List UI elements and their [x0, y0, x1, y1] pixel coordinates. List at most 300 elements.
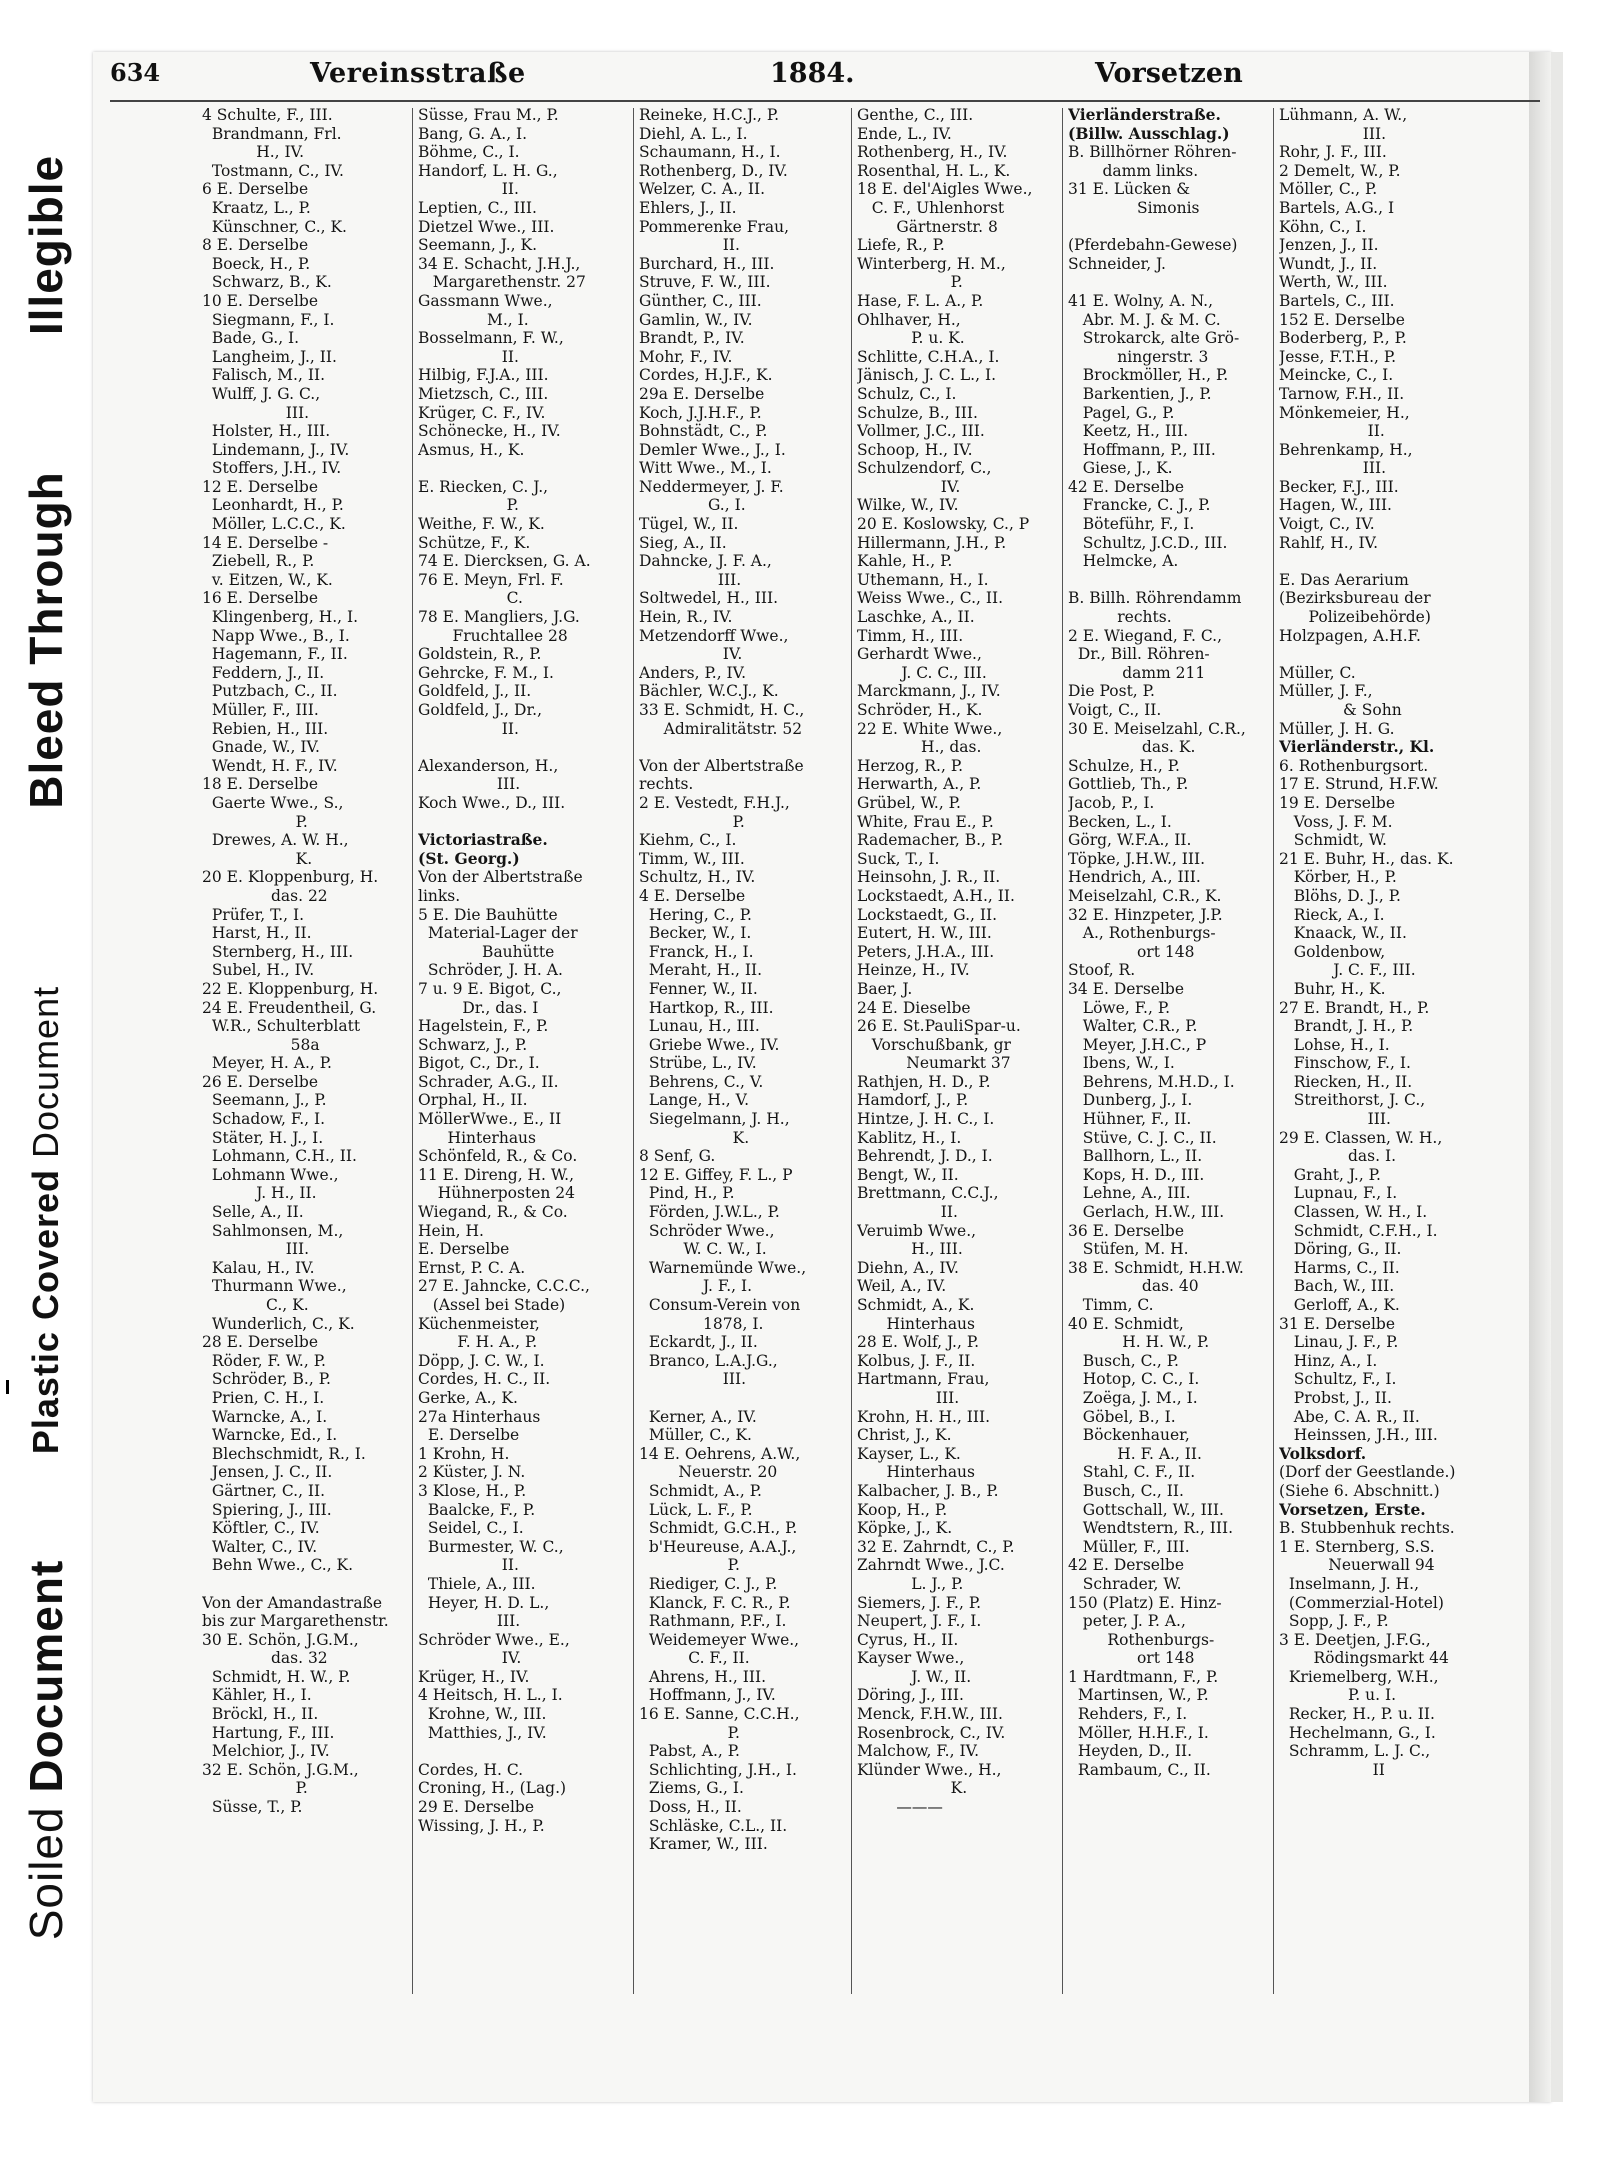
directory-entry: Küchenmeister,	[418, 1314, 540, 1333]
directory-entry: Gerhardt Wwe.,	[857, 645, 982, 664]
directory-entry: damm links.	[1068, 161, 1199, 180]
directory-entry: Sopp, J. F., P.	[1279, 1612, 1389, 1631]
directory-entry: 76 E. Meyn, Frl. F.	[418, 570, 564, 589]
directory-entry: Kerner, A., IV.	[639, 1407, 757, 1426]
directory-entry: Müller, J. H. G.	[1279, 719, 1395, 738]
directory-entry: 78 E. Mangliers, J.G.	[418, 608, 580, 627]
directory-entry: Kriemelberg, W.H.,	[1279, 1667, 1439, 1686]
directory-entry: Hoffmann, J., IV.	[639, 1686, 776, 1705]
directory-entry: III.	[1279, 459, 1387, 478]
directory-entry: 22 E. Kloppenburg, H.	[202, 979, 379, 998]
directory-entry: Consum-Verein von	[639, 1296, 801, 1314]
directory-entry: 36 E. Derselbe	[1068, 1221, 1185, 1240]
directory-entry: 58a	[202, 1035, 320, 1054]
directory-entry: 74 E. Diercksen, G. A.	[418, 552, 591, 571]
directory-entry: II.	[1279, 422, 1385, 441]
directory-entry: Lange, H., V.	[639, 1091, 750, 1110]
directory-entry: Behrendt, J. D., I.	[857, 1147, 993, 1166]
directory-entry: Gerlach, H.W., III.	[1068, 1203, 1225, 1222]
directory-entry: (Siehe 6. Abschnitt.)	[1279, 1481, 1440, 1500]
directory-entry: 31 E. Lücken &	[1068, 180, 1191, 199]
directory-column-1	[202, 106, 407, 1996]
directory-entry: Schlitte, C.H.A., I.	[857, 347, 1000, 366]
directory-entry: Simonis	[1068, 198, 1200, 217]
directory-entry: 150 (Platz) E. Hinz-	[1068, 1593, 1222, 1612]
directory-entry: Hagen, W., III.	[1279, 496, 1392, 515]
bleed-through-label: Bleed Through	[20, 471, 72, 809]
directory-entry: H. H. W., P.	[1068, 1333, 1210, 1352]
directory-entry: Lunau, H., III.	[639, 1017, 760, 1036]
directory-entry: Classen, W. H., I.	[1279, 1203, 1428, 1222]
directory-entry: Leptien, C., III.	[418, 198, 537, 217]
directory-entry: Napp Wwe., B., I.	[202, 626, 350, 645]
directory-entry: Schlichting, J.H., I.	[639, 1760, 797, 1779]
directory-entry: H. F. A., II.	[1068, 1444, 1202, 1463]
directory-entry: Klingenberg, H., I.	[202, 608, 359, 627]
directory-entry: Stoffers, J.H., IV.	[202, 459, 342, 478]
directory-entry: Timm, H., III.	[857, 626, 964, 645]
directory-entry: Branco, L.A.J.G.,	[639, 1351, 778, 1370]
directory-entry: Weidemeyer Wwe.,	[639, 1630, 800, 1649]
directory-entry: Voigt, C., IV.	[1279, 515, 1375, 534]
directory-entry: P.	[418, 496, 519, 515]
directory-entry: 8 Senf, G.	[639, 1147, 716, 1166]
directory-entry: Strübe, L., IV.	[639, 1054, 757, 1073]
directory-entry: Neupert, J. F., I.	[857, 1612, 982, 1631]
directory-entry: Langheim, J., II.	[202, 347, 337, 366]
directory-entry	[1279, 552, 1499, 571]
directory-entry: Peters, J.H.A., III.	[857, 942, 995, 961]
directory-entry: Rothenberg, H., IV.	[857, 143, 1008, 162]
directory-entry: 2 E. Vestedt, F.H.J.,	[639, 793, 790, 812]
directory-entry: 26 E. Derselbe	[202, 1072, 319, 1091]
directory-entry: Müller, J. F.,	[1279, 682, 1373, 701]
directory-entry: Förden, J.W.L., P.	[639, 1203, 780, 1222]
running-title-right: Vorsetzen	[1095, 58, 1243, 89]
directory-entry: 42 E. Derselbe	[1068, 477, 1185, 496]
directory-entry: 41 E. Wolny, A. N.,	[1068, 291, 1213, 310]
directory-entry: Herwarth, A., P.	[857, 775, 982, 794]
directory-entry: Francke, C. J., P.	[1068, 496, 1211, 515]
directory-entry: 32 E. Hinzpeter, J.P.	[1068, 905, 1223, 924]
directory-entry: Helmcke, A.	[1068, 552, 1179, 571]
directory-entry: II.	[418, 180, 519, 199]
directory-entry: Schneider, J.	[1068, 254, 1166, 273]
directory-entry: II.	[639, 236, 740, 255]
directory-entry: Möller, H.H.F., I.	[1068, 1723, 1209, 1742]
directory-entry: K.	[857, 1779, 968, 1798]
directory-entry: Seemann, J., P.	[202, 1091, 327, 1110]
directory-entry: II.	[418, 1556, 519, 1575]
directory-entry: Strokarck, alte Grö-	[1068, 329, 1240, 348]
directory-entry: Schrader, W.	[1068, 1574, 1182, 1593]
directory-entry: Schröder Wwe., E.,	[418, 1630, 570, 1649]
directory-entry: 7 u. 9 E. Bigot, C.,	[418, 979, 562, 998]
directory-entry: Hinterhaus	[857, 1314, 975, 1333]
directory-entry: Ernst, P. C. A.	[418, 1258, 526, 1277]
directory-entry: (Dorf der Geestlande.)	[1279, 1463, 1456, 1482]
directory-entry: Schultz, J.C.D., III.	[1068, 533, 1228, 552]
directory-entry: III.	[202, 403, 310, 422]
directory-entry	[1068, 218, 1268, 237]
directory-entry: Barkentien, J., P.	[1068, 384, 1212, 403]
directory-entry: Vorsetzen, Erste.	[1279, 1499, 1426, 1519]
directory-entry: 22 E. White Wwe.,	[857, 719, 1003, 738]
directory-entry: Dietzel Wwe., III.	[418, 217, 555, 236]
directory-entry: Kähler, H., I.	[202, 1686, 312, 1705]
directory-entry: Bauhütte	[418, 942, 555, 961]
directory-entry: Möller, C., P.	[1279, 180, 1378, 199]
directory-entry: Lühmann, A. W.,	[1279, 106, 1408, 124]
directory-entry: Schläske, C.L., II.	[639, 1816, 788, 1835]
directory-entry: Schmidt, C.F.H., I.	[1279, 1221, 1438, 1240]
directory-entry: Sahlmonsen, M.,	[202, 1221, 344, 1240]
directory-entry: Herzog, R., P.	[857, 756, 964, 775]
directory-entry: Klanck, F. C. R., P.	[639, 1593, 791, 1612]
directory-entry: bis zur Margarethenstr.	[202, 1612, 389, 1631]
directory-entry: Hamdorf, J., P.	[857, 1091, 969, 1110]
directory-entry: II.	[418, 719, 519, 738]
directory-entry: b'Heureuse, A.A.J.,	[639, 1537, 797, 1556]
directory-entry: Schramm, L. J. C.,	[1279, 1742, 1431, 1761]
directory-entry: Löwe, F., P.	[1068, 998, 1171, 1017]
directory-entry: Tarnow, F.H., II.	[1279, 384, 1405, 403]
directory-entry: 29a E. Derselbe	[639, 384, 765, 403]
directory-entry: Lockstaedt, A.H., II.	[857, 886, 1015, 905]
directory-entry: Wunderlich, C., K.	[202, 1314, 355, 1333]
directory-entry: 21 E. Buhr, H., das. K.	[1279, 849, 1454, 868]
directory-entry: 29 E. Classen, W. H.,	[1279, 1128, 1443, 1147]
soiled-document-label: Soiled Document	[20, 1559, 72, 1941]
directory-entry: Wilke, W., IV.	[857, 496, 959, 515]
directory-entry: 32 E. Schön, J.G.M.,	[202, 1760, 359, 1779]
directory-entry: J. C. F., III.	[1279, 961, 1416, 980]
directory-entry: Siegelmann, J. H.,	[639, 1110, 790, 1129]
plastic-covered-label: Plastic Covered Document	[25, 985, 66, 1455]
header-rule	[110, 100, 1540, 102]
directory-entry: Diehl, A. L., I.	[639, 124, 748, 143]
directory-entry: Schulz, C., I.	[857, 384, 957, 403]
directory-entry: Fenner, W., II.	[639, 979, 758, 998]
directory-entry: Hintze, J. H. C., I.	[857, 1110, 995, 1129]
directory-entry: Schaumann, H., I.	[639, 143, 781, 162]
directory-entry: Alexanderson, H.,	[418, 756, 559, 775]
directory-entry: Voss, J. F. M.	[1279, 812, 1393, 831]
directory-entry: Lohmann Wwe.,	[202, 1165, 339, 1184]
directory-entry: Gärtner, C., II.	[202, 1481, 326, 1500]
directory-entry: Hühner, F., II.	[1068, 1110, 1192, 1129]
directory-entry: H., das.	[857, 738, 982, 757]
directory-entry: Kalbacher, J. B., P.	[857, 1481, 999, 1500]
directory-entry: Schröder, H., K.	[857, 701, 983, 719]
directory-entry: Kayser Wwe.,	[857, 1649, 965, 1668]
directory-entry: Hartkop, R., III.	[639, 998, 774, 1017]
directory-entry: Lück, L. F., P.	[639, 1500, 753, 1519]
directory-entry: 24 E. Dieselbe	[857, 998, 971, 1017]
directory-entry: Putzbach, C., II.	[202, 682, 338, 701]
directory-entry: Vierländerstraße.	[1068, 106, 1221, 124]
directory-entry: Franck, H., I.	[639, 942, 754, 961]
directory-entry: Mohr, F., IV.	[639, 347, 733, 366]
directory-entry: Rathmann, P.F., I.	[639, 1612, 787, 1631]
directory-entry: Pommerenke Frau,	[639, 217, 790, 236]
directory-entry: H., III.	[857, 1240, 963, 1259]
directory-entry: Schmidt, H. W., P.	[202, 1667, 351, 1686]
directory-entry: P.	[857, 273, 963, 292]
directory-entry: IV.	[418, 1649, 522, 1668]
directory-entry: Feddern, J., II.	[202, 663, 325, 682]
directory-entry: Malchow, F., IV.	[857, 1742, 980, 1761]
directory-entry: Asmus, H., K.	[418, 440, 525, 459]
directory-entry: Schmidt, A., P.	[639, 1481, 762, 1500]
directory-entry: Sternberg, H., III.	[202, 942, 354, 961]
page-number: 634	[110, 58, 161, 87]
directory-entry: Victoriastraße.	[418, 830, 548, 850]
directory-entry: Schmidt, W.	[1279, 831, 1387, 850]
directory-entry: Müller, F., III.	[1068, 1537, 1190, 1556]
directory-entry: Weiss Wwe., C., II.	[857, 589, 1004, 608]
directory-entry: Köhn, C., I.	[1279, 217, 1367, 236]
directory-entry: Müller, C., K.	[639, 1426, 752, 1445]
directory-entry: Streithorst, J. C.,	[1279, 1091, 1426, 1110]
directory-entry: Schwarz, B., K.	[202, 273, 332, 292]
directory-column-2	[418, 106, 628, 1996]
directory-entry: 31 E. Derselbe	[1279, 1314, 1396, 1333]
directory-entry: Walter, C.R., P.	[1068, 1017, 1198, 1036]
directory-entry: Köpke, J., K.	[857, 1519, 953, 1538]
directory-entry: Becken, L., I.	[1068, 812, 1172, 831]
directory-entry: Bosselmann, F. W.,	[418, 329, 564, 348]
directory-entry: Hein, R., IV.	[639, 608, 733, 627]
directory-entry: 2 E. Wiegand, F. C.,	[1068, 626, 1223, 645]
directory-entry: Martinsen, W., P.	[1068, 1686, 1209, 1705]
directory-entry: Rademacher, B., P.	[857, 831, 1004, 850]
directory-entry: Schulze, H., P.	[1068, 756, 1180, 775]
directory-entry: Vierländerstr., Kl.	[1279, 737, 1435, 757]
directory-entry: III.	[857, 1388, 960, 1407]
directory-entry: Ibens, W., I.	[1068, 1054, 1175, 1073]
directory-entry: Drewes, A. W. H.,	[202, 831, 349, 850]
directory-entry: Bach, W., III.	[1279, 1277, 1395, 1296]
directory-entry: Margarethenstr. 27	[418, 273, 586, 292]
directory-entry: Grübel, W., P.	[857, 793, 961, 812]
directory-entry: Schütze, F., K.	[418, 533, 531, 552]
directory-entry: Stüfen, M. H.	[1068, 1240, 1189, 1259]
directory-entry: Witt Wwe., M., I.	[639, 459, 772, 478]
directory-entry: v. Eitzen, W., K.	[202, 570, 333, 589]
directory-entry: Koch, J.J.H.F., P.	[639, 403, 762, 422]
directory-entry: III.	[639, 1370, 747, 1389]
directory-entry: Ahrens, H., III.	[639, 1667, 766, 1686]
directory-entry: Bade, G., I.	[202, 329, 300, 348]
directory-entry: Abr. M. J. & M. C.	[1068, 310, 1221, 329]
directory-entry: (Billw. Ausschlag.)	[1068, 123, 1230, 143]
directory-entry: Admiralitätstr. 52	[639, 719, 803, 738]
directory-entry: damm 211	[1068, 663, 1206, 682]
directory-entry: Mietzsch, C., III.	[418, 384, 549, 403]
directory-entry: Hoffmann, P., III.	[1068, 440, 1216, 459]
directory-entry: 30 E. Meiselzahl, C.R.,	[1068, 719, 1246, 738]
directory-entry: MöllerWwe., E., II	[418, 1110, 562, 1129]
directory-entry: Dunberg, J., I.	[1068, 1091, 1193, 1110]
directory-entry: das. K.	[1068, 738, 1196, 757]
directory-entry: 152 E. Derselbe	[1279, 310, 1405, 329]
directory-entry: Klünder Wwe., H.,	[857, 1760, 1002, 1779]
directory-entry: Weithe, F. W., K.	[418, 515, 545, 534]
directory-entry: Hinterhaus	[857, 1463, 975, 1482]
directory-entry: Mönkemeier, H.,	[1279, 403, 1410, 422]
directory-entry: Griebe Wwe., IV.	[639, 1035, 780, 1054]
directory-entry: 1 Krohn, H.	[418, 1444, 510, 1463]
directory-entry	[202, 1575, 407, 1594]
directory-entry: 18 E. Derselbe	[202, 775, 319, 794]
directory-entry: Ende, L., IV.	[857, 124, 952, 143]
directory-entry: Schröder, J. H. A.	[418, 961, 563, 980]
directory-entry: Goldenbow,	[1279, 942, 1386, 961]
directory-entry: Wulff, J. G. C.,	[202, 384, 321, 403]
directory-entry: Ohlhaver, H.,	[857, 310, 961, 329]
directory-entry: Schadow, F., I.	[202, 1110, 326, 1129]
directory-entry: Vollmer, J.C., III.	[857, 422, 985, 441]
directory-entry: E. Derselbe	[418, 1426, 520, 1445]
directory-entry: Meyer, H. A., P.	[202, 1054, 332, 1073]
directory-entry: Köftler, C., IV.	[202, 1519, 320, 1538]
directory-entry: Jänisch, J. C. L., I.	[857, 366, 997, 385]
directory-entry: (Pferdebahn-Gewese)	[1068, 236, 1238, 255]
directory-entry: Bächler, W.C.J., K.	[639, 682, 779, 701]
directory-entry: II	[1279, 1760, 1385, 1779]
directory-entry: Uthemann, H., I.	[857, 570, 989, 589]
directory-entry: Bartels, A.G., I	[1279, 198, 1395, 217]
directory-entry	[418, 813, 628, 832]
directory-entry: Pagel, G., P.	[1068, 403, 1175, 422]
directory-entry: Döring, G., II.	[1279, 1240, 1402, 1259]
directory-entry: Prien, C. H., I.	[202, 1388, 325, 1407]
directory-entry: Behrens, M.H.D., I.	[1068, 1072, 1235, 1091]
directory-entry: Kraatz, L., P.	[202, 198, 311, 217]
directory-entry: links.	[418, 886, 461, 905]
directory-entry: Burchard, H., III.	[639, 254, 775, 273]
directory-entry: Boderberg, P., P.	[1279, 329, 1407, 348]
directory-entry: Buhr, H., K.	[1279, 979, 1386, 998]
directory-entry: Krüger, H., IV.	[418, 1667, 530, 1686]
directory-entry: B. Billh. Röhrendamm	[1068, 589, 1242, 608]
directory-entry: Christ, J., K.	[857, 1426, 952, 1445]
directory-entry: Soltwedel, H., III.	[639, 589, 779, 608]
directory-entry: Röder, F. W., P.	[202, 1351, 326, 1370]
directory-entry: Süsse, T., P.	[202, 1798, 303, 1817]
directory-entry: Hilbig, F.J.A., III.	[418, 366, 549, 385]
directory-entry: Krohne, W., III.	[418, 1705, 547, 1724]
directory-entry: P.	[639, 812, 745, 831]
directory-entry: Holzpagen, A.H.F.	[1279, 626, 1421, 645]
directory-entry: Burmester, W. C.,	[418, 1537, 564, 1556]
directory-entry: Abe, C. A. R., II.	[1279, 1407, 1420, 1426]
directory-entry: W. C. W., I.	[639, 1240, 767, 1259]
directory-entry: 42 E. Derselbe	[1068, 1556, 1185, 1575]
directory-entry: 1 E. Sternberg, S.S.	[1279, 1537, 1435, 1556]
directory-entry: Hartmann, Frau,	[857, 1370, 990, 1389]
directory-column-3	[639, 106, 846, 1996]
directory-entry: Warnemünde Wwe.,	[639, 1258, 807, 1277]
directory-entry: Cordes, H.J.F., K.	[639, 366, 773, 385]
directory-entry: 34 E. Schacht, J.H.J.,	[418, 254, 581, 273]
directory-entry: Gottschall, W., III.	[1068, 1500, 1224, 1519]
directory-entry: III.	[202, 1240, 310, 1259]
directory-entry: P. u. K.	[857, 329, 965, 348]
directory-entry: Schwarz, J., P.	[418, 1035, 528, 1054]
directory-entry: Cordes, H. C., II.	[418, 1370, 551, 1389]
directory-entry: Meraht, H., II.	[639, 961, 763, 980]
directory-entry: Kramer, W., III.	[639, 1835, 768, 1854]
directory-entry: Rosenbrock, C., IV.	[857, 1723, 1006, 1742]
directory-entry: Kiehm, C., I.	[639, 831, 737, 850]
directory-entry: Pind, H., P.	[639, 1184, 735, 1203]
directory-entry: Riecken, H., II.	[1279, 1072, 1413, 1091]
directory-entry: Neddermeyer, J. F.	[639, 477, 784, 496]
directory-entry: Voigt, C., II.	[1068, 701, 1162, 719]
directory-entry: P.	[202, 1779, 308, 1798]
directory-entry: Schmidt, G.C.H., P.	[639, 1519, 798, 1538]
directory-entry: E. Derselbe	[418, 1240, 510, 1259]
directory-entry: Winterberg, H. M.,	[857, 254, 1006, 273]
directory-entry: Behrenkamp, H.,	[1279, 440, 1413, 459]
directory-entry: Lohmann, C.H., II.	[202, 1147, 357, 1166]
directory-entry: 27 E. Jahncke, C.C.C.,	[418, 1277, 590, 1296]
directory-entry	[1068, 571, 1268, 590]
directory-entry: 38 E. Schmidt, H.H.W.	[1068, 1258, 1244, 1277]
directory-entry: Holster, H., III.	[202, 422, 331, 441]
directory-entry: G., I.	[639, 496, 746, 515]
directory-entry: J. C. C., III.	[857, 663, 987, 682]
directory-entry: Koop, H., P.	[857, 1500, 948, 1519]
directory-entry: Döpp, J. C. W., I.	[418, 1351, 545, 1370]
directory-entry: IV.	[857, 477, 961, 496]
directory-entry: Heinsohn, J. R., II.	[857, 868, 1001, 887]
directory-entry: Neuerstr. 20	[639, 1463, 778, 1482]
directory-entry: Walter, C., IV.	[202, 1537, 318, 1556]
directory-entry: 24 E. Freudentheil, G.	[202, 998, 377, 1017]
directory-entry	[418, 1742, 628, 1761]
directory-entry	[418, 738, 628, 757]
directory-entry: Schönfeld, R., & Co.	[418, 1147, 578, 1166]
page-gutter-shadow	[1529, 52, 1551, 2102]
directory-entry: 33 E. Schmidt, H. C.,	[639, 701, 805, 719]
directory-entry: Rieck, A., I.	[1279, 905, 1385, 924]
directory-entry: Hotop, C. C., I.	[1068, 1370, 1200, 1389]
edge-mark	[6, 1380, 9, 1394]
directory-entry: 27 E. Brandt, H., P.	[1279, 998, 1430, 1017]
directory-entry: 4 Heitsch, H. L., I.	[418, 1686, 563, 1705]
directory-entry: Blechschmidt, R., I.	[202, 1444, 366, 1463]
year-label: 1884.	[770, 58, 855, 89]
directory-entry: Hase, F. L. A., P.	[857, 291, 984, 310]
directory-entry: Struve, F. W., III.	[639, 273, 771, 292]
directory-entry: 3 Klose, H., P.	[418, 1481, 527, 1500]
directory-entry: 28 E. Wolf, J., P.	[857, 1333, 980, 1352]
directory-entry: Wissing, J. H., P.	[418, 1816, 545, 1835]
directory-entry: II.	[857, 1203, 958, 1222]
directory-entry: Möller, L.C.C., K.	[202, 515, 346, 534]
directory-entry: Gnade, W., IV.	[202, 738, 320, 757]
directory-entry: Brockmöller, H., P.	[1068, 366, 1229, 385]
directory-entry: Günther, C., III.	[639, 291, 762, 310]
directory-entry: (Assel bei Stade)	[418, 1296, 566, 1314]
directory-entry: Döring, J., III.	[857, 1686, 964, 1705]
directory-entry: L. J., P.	[857, 1574, 964, 1593]
directory-entry: peter, J. P. A.,	[1068, 1612, 1186, 1631]
directory-entry: Recker, H., P. u. II.	[1279, 1705, 1435, 1724]
